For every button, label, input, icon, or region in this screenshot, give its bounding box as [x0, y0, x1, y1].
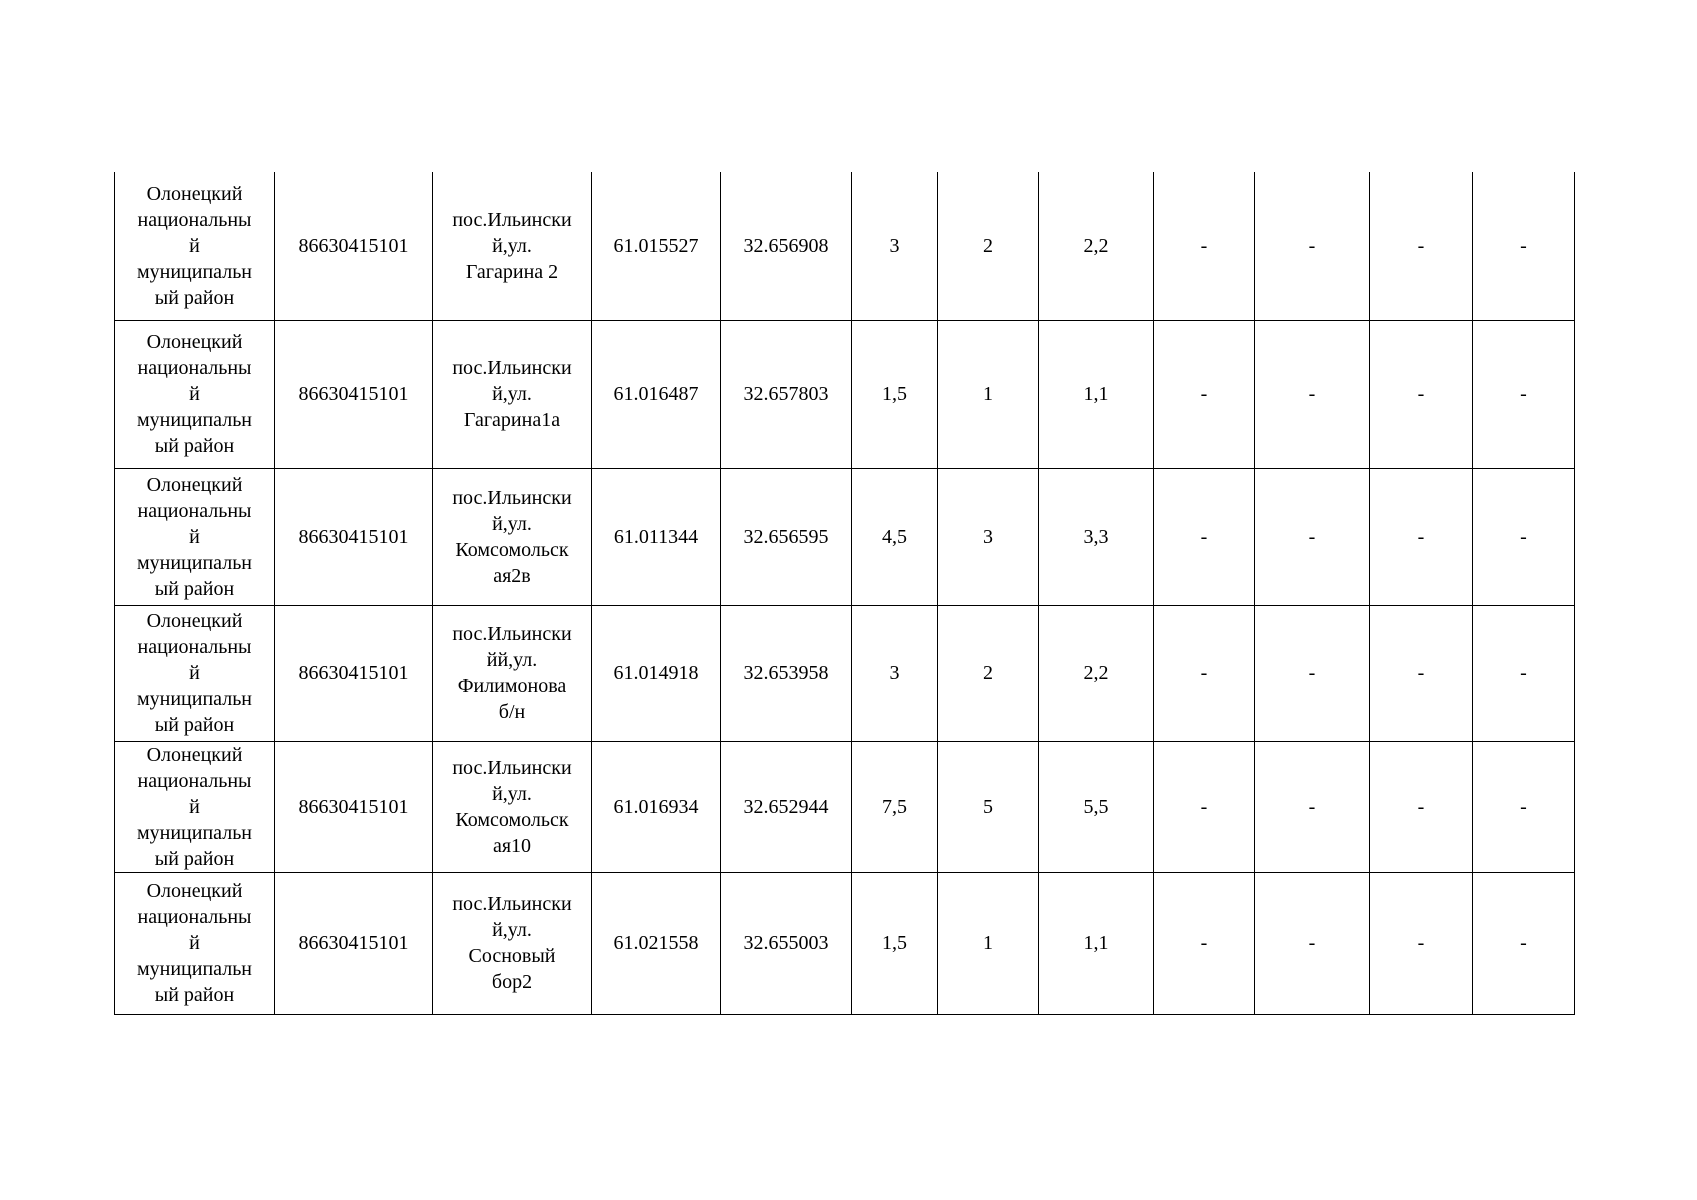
value-cell: 2,2 — [1039, 605, 1154, 741]
value-cell: 1 — [938, 320, 1039, 468]
district-line: национальны — [137, 769, 252, 792]
table-row — [115, 468, 1575, 605]
value-cell: 3 — [852, 605, 938, 741]
address-line: Гагарина1а — [463, 409, 561, 431]
address-cell — [433, 741, 592, 872]
district-line: Олонецкий — [146, 473, 243, 496]
district-line: й — [189, 525, 200, 548]
value-cell: 3 — [938, 468, 1039, 605]
district-line: й — [189, 932, 200, 954]
address-cell — [433, 872, 592, 1014]
latitude-cell: 61.011344 — [592, 468, 721, 605]
oktmo-cell: 86630415101 — [275, 741, 433, 872]
district-line: Олонецкий — [146, 331, 243, 353]
district-line: й — [189, 383, 200, 405]
value-cell: - — [1255, 605, 1370, 741]
latitude-cell: 61.015527 — [592, 172, 721, 320]
district-line: й — [189, 795, 200, 818]
address-cell — [433, 468, 592, 605]
address-line: й,ул. — [492, 919, 532, 941]
address-line: й,ул. — [492, 512, 532, 535]
address-line: й,ул. — [492, 234, 532, 257]
value-cell: - — [1473, 172, 1575, 320]
district-line: национальны — [137, 906, 252, 928]
district-line: Олонецкий — [146, 182, 243, 205]
table-body — [115, 172, 1575, 1014]
district-line: национальны — [137, 208, 252, 231]
address-cell — [433, 605, 592, 741]
district-cell — [115, 872, 275, 1014]
table-row — [115, 741, 1575, 872]
address-cell — [433, 172, 592, 320]
district-line: ый район — [154, 286, 235, 309]
latitude-cell: 61.021558 — [592, 872, 721, 1014]
district-line: муниципальн — [136, 551, 253, 574]
value-cell: - — [1370, 172, 1473, 320]
address-line: Комсомольск — [455, 808, 569, 831]
value-cell: - — [1255, 872, 1370, 1014]
address-line: Филимонова — [457, 675, 567, 697]
longitude-cell: 32.652944 — [721, 741, 852, 872]
value-cell: 1 — [938, 872, 1039, 1014]
longitude-cell: 32.656908 — [721, 172, 852, 320]
value-cell: - — [1370, 320, 1473, 468]
table-row — [115, 172, 1575, 320]
value-cell: - — [1255, 468, 1370, 605]
value-cell: - — [1473, 320, 1575, 468]
oktmo-cell: 86630415101 — [275, 468, 433, 605]
address-line: ая10 — [492, 834, 532, 857]
value-cell: 3 — [852, 172, 938, 320]
value-cell: - — [1154, 320, 1255, 468]
address-line: ая2в — [493, 564, 531, 587]
district-line: ый район — [154, 435, 235, 457]
value-cell: - — [1154, 468, 1255, 605]
district-line: национальны — [137, 636, 252, 658]
value-cell: - — [1154, 172, 1255, 320]
district-line: муниципальн — [136, 958, 253, 980]
address-line: Сосновый — [468, 945, 556, 967]
district-line: муниципальн — [136, 821, 253, 844]
value-cell: - — [1370, 468, 1473, 605]
latitude-cell: 61.016487 — [592, 320, 721, 468]
value-cell: - — [1370, 605, 1473, 741]
oktmo-cell: 86630415101 — [275, 605, 433, 741]
oktmo-cell: 86630415101 — [275, 872, 433, 1014]
district-cell — [115, 320, 275, 468]
district-line: ый район — [154, 847, 235, 870]
value-cell: 4,5 — [852, 468, 938, 605]
value-cell: - — [1154, 872, 1255, 1014]
value-cell: - — [1370, 872, 1473, 1014]
address-line: Гагарина 2 — [465, 260, 559, 283]
address-line: б/н — [498, 701, 526, 723]
table-row — [115, 872, 1575, 1014]
district-line: ый район — [154, 984, 235, 1006]
district-line: муниципальн — [136, 409, 253, 431]
value-cell: - — [1154, 605, 1255, 741]
district-line: ый район — [154, 577, 235, 600]
address-line: пос.Ильински — [452, 893, 572, 915]
value-cell: - — [1473, 605, 1575, 741]
address-line: бор2 — [491, 971, 533, 993]
longitude-cell: 32.655003 — [721, 872, 852, 1014]
address-cell — [433, 320, 592, 468]
district-cell — [115, 605, 275, 741]
value-cell: - — [1370, 741, 1473, 872]
value-cell: - — [1473, 872, 1575, 1014]
district-line: муниципальн — [136, 688, 253, 710]
value-cell: 1,1 — [1039, 320, 1154, 468]
oktmo-cell: 86630415101 — [275, 172, 433, 320]
district-line: национальны — [137, 357, 252, 379]
district-line: Олонецкий — [146, 610, 243, 632]
value-cell: 1,5 — [852, 872, 938, 1014]
oktmo-cell: 86630415101 — [275, 320, 433, 468]
district-cell — [115, 741, 275, 872]
address-line: пос.Ильински — [452, 623, 572, 645]
latitude-cell: 61.014918 — [592, 605, 721, 741]
district-cell — [115, 468, 275, 605]
value-cell: - — [1473, 468, 1575, 605]
longitude-cell: 32.656595 — [721, 468, 852, 605]
district-line: Олонецкий — [146, 743, 243, 766]
value-cell: - — [1255, 741, 1370, 872]
value-cell: - — [1255, 320, 1370, 468]
latitude-cell: 61.016934 — [592, 741, 721, 872]
value-cell: 2 — [938, 172, 1039, 320]
address-line: пос.Ильински — [452, 357, 572, 379]
table-row — [115, 320, 1575, 468]
value-cell: - — [1255, 172, 1370, 320]
container-sites-table — [114, 172, 1575, 1015]
district-line: муниципальн — [136, 260, 253, 283]
value-cell: 1,5 — [852, 320, 938, 468]
value-cell: 5,5 — [1039, 741, 1154, 872]
value-cell: 2 — [938, 605, 1039, 741]
address-line: й,ул. — [492, 383, 532, 405]
value-cell: 1,1 — [1039, 872, 1154, 1014]
address-line: пос.Ильински — [452, 486, 572, 509]
value-cell: 7,5 — [852, 741, 938, 872]
district-cell — [115, 172, 275, 320]
address-line: Комсомольск — [455, 538, 569, 561]
table-row — [115, 605, 1575, 741]
value-cell: 2,2 — [1039, 172, 1154, 320]
value-cell: 5 — [938, 741, 1039, 872]
longitude-cell: 32.653958 — [721, 605, 852, 741]
address-line: пос.Ильински — [452, 756, 572, 779]
address-line: йй,ул. — [486, 649, 538, 671]
district-line: Олонецкий — [146, 880, 243, 902]
address-line: пос.Ильински — [452, 208, 572, 231]
address-line: й,ул. — [492, 782, 532, 805]
district-line: ый район — [154, 714, 235, 736]
value-cell: - — [1473, 741, 1575, 872]
longitude-cell: 32.657803 — [721, 320, 852, 468]
district-line: национальны — [137, 499, 252, 522]
district-line: й — [189, 662, 200, 684]
value-cell: 3,3 — [1039, 468, 1154, 605]
value-cell: - — [1154, 741, 1255, 872]
district-line: й — [189, 234, 200, 257]
